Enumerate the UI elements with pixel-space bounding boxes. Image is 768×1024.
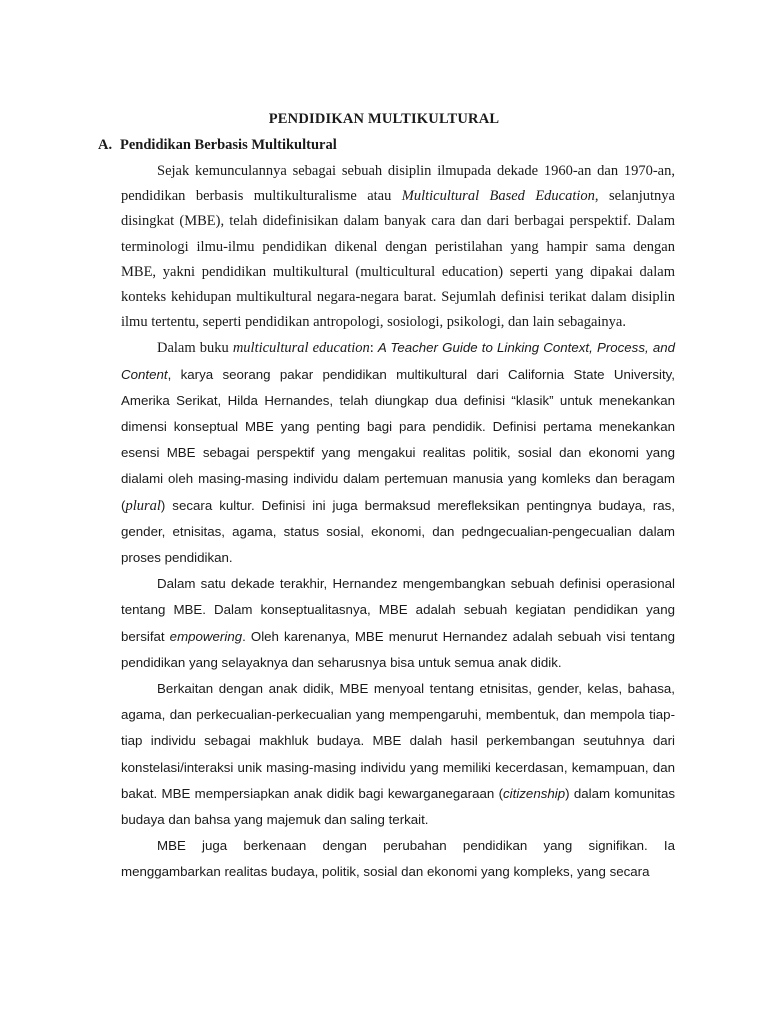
section-title: Pendidikan Berbasis Multikultural <box>120 137 337 153</box>
text-run: ) secara kultur. Definisi ini juga bermaksud merefleksikan pentingnya budaya, ras, gender, etnisitas, agama, status sosial, ekonomi, dan pedngecualian-pengecualian dalam proses pendidikan. <box>121 497 675 566</box>
text-run: ) dalam komunitas budaya dan bahsa yang majemuk dan saling terkait. <box>121 785 675 828</box>
paragraph <box>121 676 675 833</box>
text-run: . Oleh karenanya, MBE menurut Hernandez adalah sebuah visi tentang pendidikan yang selayaknya dan seharusnya bisa untuk semua anak didik. <box>121 628 675 670</box>
paragraph <box>121 571 675 676</box>
document-body <box>121 159 675 886</box>
section-letter: A. <box>98 137 113 153</box>
text-run: : <box>369 340 378 357</box>
text-run: Dalam buku <box>157 340 233 357</box>
paragraph <box>121 335 675 571</box>
paragraph <box>121 833 675 885</box>
text-run-italic: citizenship <box>503 785 566 801</box>
text-run: Sejak kemunculannya sebagai sebuah disiplin ilmupada dekade 1960-an dan 1970-an, pendidikan berbasis multikulturalisme atau <box>121 163 675 205</box>
text-run: Dalam satu dekade terakhir, Hernandez mengembangkan sebuah definisi operasional tentang MBE. Dalam konseptualitasnya, MBE adalah sebuah kegiatan pendidikan yang bersifat <box>121 576 675 644</box>
text-run: Berkaitan dengan anak didik, MBE menyoal tentang etnisitas, gender, kelas, bahasa, agama, dan perkecualian-perkecualian yang mempengaruhi, membentuk, dan mempola tiap-tiap individu sebagai makhluk budaya. MBE dalah hasil perkembangan seutuhnya dari konstelasi/interaksi unik masing-masing individu yang memiliki kecerdasan, kemampuan, dan bakat. MBE mempersiapkan anak didik bagi kewarganegaraan ( <box>121 681 675 801</box>
text-run-italic: Multicultural Based Education <box>401 188 595 205</box>
text-run: MBE juga berkenaan dengan perubahan pendidikan yang signifikan. Ia menggambarkan realitas budaya, politik, sosial dan ekonomi yang kompleks, yang secara <box>121 838 675 880</box>
section-heading <box>98 137 337 154</box>
text-run: , karya seorang pakar pendidikan multikultural dari California State University, Amerika Serikat, Hilda Hernandes, telah diungkap dua definisi “klasik” untuk menekankan dimensi konseptual MBE yang penting bagi para pendidik. Definisi pertama menekankan esensi MBE sebagai perspektif yang mengakui realitas politik, sosial dan ekonomi yang dialami oleh masing-masing individu dalam pertemuan manusia yang komleks dan beragam ( <box>121 366 675 513</box>
document-title: PENDIDIKAN MULTIKULTURAL <box>268 111 500 127</box>
paragraph <box>121 159 675 335</box>
text-run-italic: A Teacher Guide to Linking Context, Process, and Content <box>121 340 676 382</box>
text-run-italic: empowering <box>169 628 243 644</box>
text-run: , selanjutnya disingkat (MBE), telah didefinisikan dalam banyak cara dan dari berbagai perspektif. Dalam terminologi ilmu-ilmu pendidikan dikenal dengan peristilahan yang hampir sama dengan MBE, yakni pendidikan multikultural (multicultural education) seperti yang dipakai dalam konteks kehidupan multikultural negara-negara barat. Sejumlah definisi terikat dalam disiplin ilmu tertentu, seperti pendidikan antropologi, sosiologi, psikologi, dan lain sebagainya. <box>121 188 675 331</box>
text-run-italic: plural <box>125 497 161 514</box>
text-run-italic: multicultural education <box>232 340 370 357</box>
